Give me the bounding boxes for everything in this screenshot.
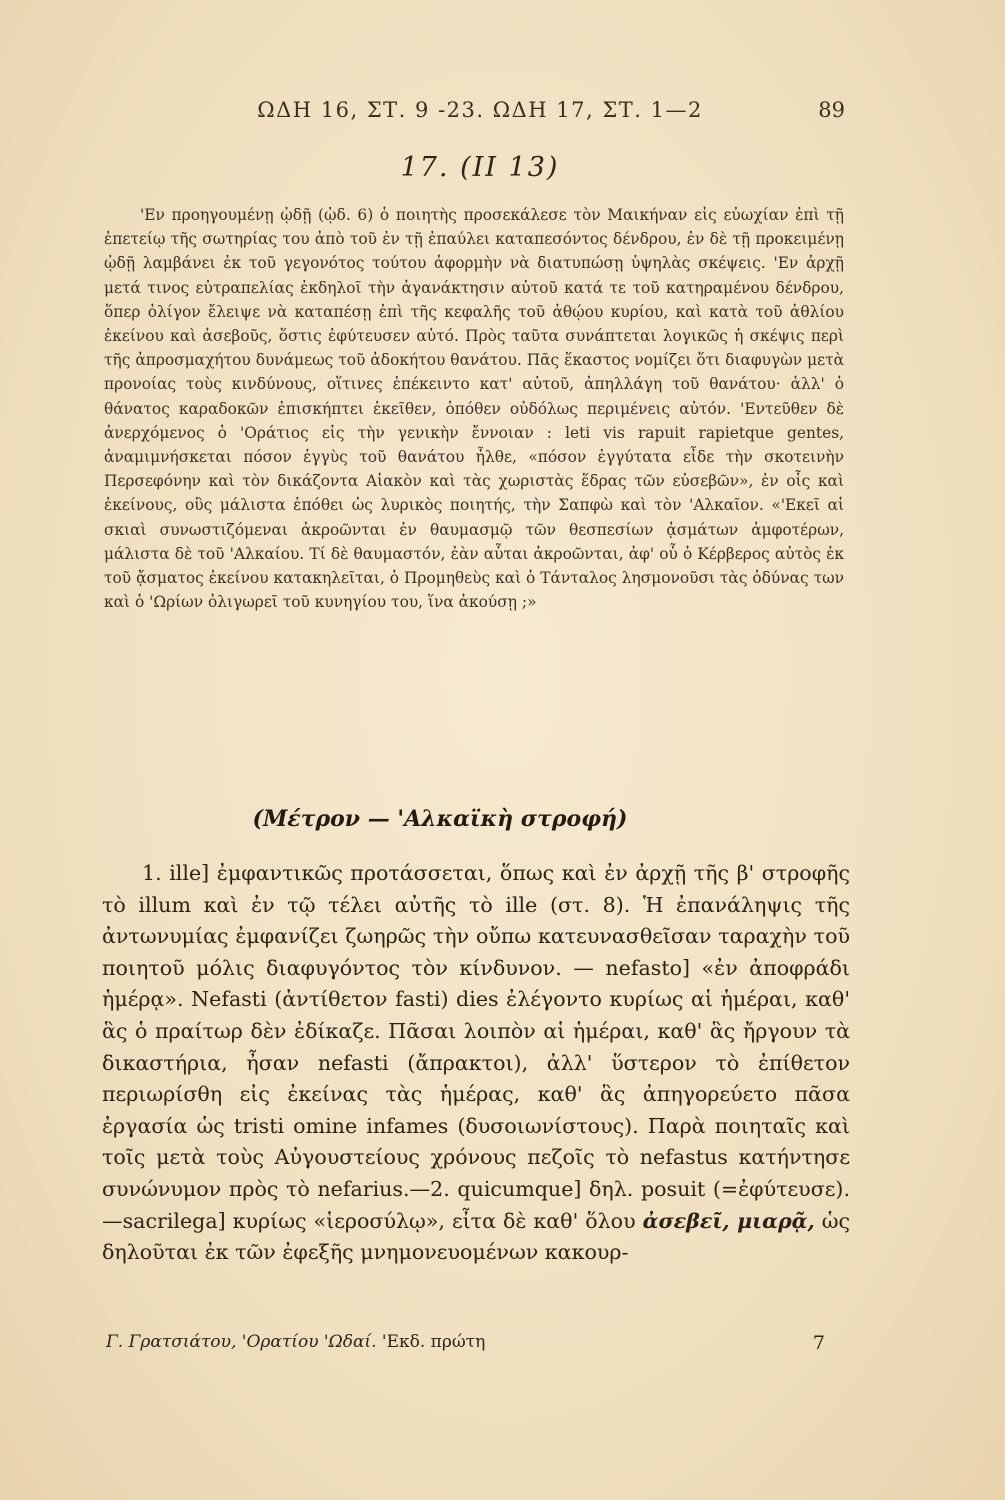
section-title: 17. (II 13)	[400, 152, 560, 183]
footer-book-title	[106, 1332, 485, 1352]
signature-mark: 7	[812, 1332, 825, 1354]
footer-book: Γ. Γρατσιάτου, 'Ορατίου 'Ωδαί.	[106, 1332, 377, 1352]
running-head: ΩΔΗ 16, ΣΤ. 9 -23. ΩΔΗ 17, ΣΤ. 1—2	[257, 98, 703, 122]
commentary-text: 1. ille] ἐμφαντικῶς προτάσσεται, ὅπως καὶ ἐν ἀρχῇ τῆς β' στροφῆς τὸ illum καὶ ἐν τῷ τέλει αὐτῆς τὸ ille (στ. 8). Ἡ ἐπανάληψις τῆς ἀντωνυμίας ἐμφανίζει ζωηρῶς τὴν οὔπω κατευνασθεῖσαν ταραχὴν τοῦ ποιητοῦ μόλις διαφυγόντος τὸν κίνδυνον. — nefasto] «ἐν ἀποφράδι ἡμέρᾳ». Nefasti (ἀντίθετον fasti) dies ἐλέγοντο κυρίως αἱ ἡμέραι, καθ' ἃς ὁ πραίτωρ δὲν ἐδίκαζε. Πᾶσαι λοιπὸν αἱ ἡμέραι, καθ' ἃς ἤργουν τὰ δικαστήρια, ἦσαν nefasti (ἄπρακτοι), ἀλλ' ὕστερον τὸ ἐπίθετον περιωρίσθη εἰς ἐκείνας τὰς ἡμέρας, καθ' ἃς ἀπηγορεύετο πᾶσα ἐργασία ὡς tristi omine infames (δυσοιωνίστους). Παρὰ ποιηταῖς καὶ τοῖς μετὰ τοὺς Αὐγουστείους χρόνους πεζοῖς τὸ nefastus κατήντησε συνώνυμον πρὸς τὸ nefarius.—2. quicumque] δηλ. posuit (=ἐφύτευσε).—sacrilega] κυρίως «ἱεροσύλῳ», εἶτα δὲ καθ' ὅλου	[102, 861, 850, 1233]
footer-edition: 'Εκδ. πρώτη	[381, 1332, 486, 1352]
intro-text: 'Εν προηγουμένῃ ᾠδῇ (ᾠδ. 6) ὁ ποιητὴς προσεκάλεσε τὸν Μαικήναν εἰς εὐωχίαν ἐπὶ τῇ ἐπετείῳ τῆς σωτηρίας του ἀπὸ τοῦ ἐν τῇ ἐπαύλει καταπεσόντος δένδρου, ἐν δὲ τῇ προκειμένῃ ᾠδῇ λαμβάνει ἐκ τοῦ γεγονότος τούτου ἀφορμὴν νὰ διατυπώσῃ ὑψηλὰς σκέψεις. 'Εν ἀρχῇ μετά τινος εὐτραπελίας ἐκδηλοῖ τὴν ἀγανάκτησιν αὐτοῦ κατά τε τοῦ κατηραμένου δένδρου, ὅπερ ὀλίγον ἔλειψε νὰ καταπέσῃ ἐπὶ τῆς κεφαλῆς τοῦ ἀθῴου κυρίου, καὶ κατὰ τοῦ ἀθλίου ἐκείνου καὶ ἀσεβοῦς, ὅστις ἐφύτευσεν αὐτό. Πρὸς ταῦτα συνάπτεται λογικῶς ἡ σκέψις περὶ τῆς ἀπροσμαχήτου δυνάμεως τοῦ ἀδοκήτου θανάτου. Πᾶς ἕκαστος νομίζει ὅτι διαφυγὼν μετὰ προνοίας τοὺς κινδύνους, οἵτινες ἐπέκειντο κατ' αὐτοῦ, ἀπηλλάγη τοῦ θανάτου· ἀλλ' ὁ θάνατος καραδοκῶν ἐπισκήπτει ἐκεῖθεν, ὁπόθεν οὐδόλως περιμένεις αὐτόν. 'Εντεῦθεν δὲ ἀνερχόμενος ὁ 'Οράτιος εἰς τὴν γενικὴν ἔννοιαν : leti vis rapuit rapietque gentes, ἀναμιμνήσκεται πόσον ἐγγὺς τοῦ θανάτου ἦλθε, «πόσον ἐγγύτατα εἶδε τὴν σκοτεινὴν Περσεφόνην καὶ τὸν δικάζοντα Αἰακὸν καὶ τὰς χωριστὰς ἕδρας τῶν εὐσεβῶν», ἐν οἷς καὶ ἐκείνους, οὓς μάλιστα ἐπόθει ὡς λυρικὸς ποιητής, τὴν Σαπφὼ καὶ τὸν 'Αλκαῖον. «'Εκεῖ αἱ σκιαὶ συνωστιζόμεναι ἀκροῶνται ἐν θαυμασμῷ τῶν θεσπεσίων ᾀσμάτων ἀμφοτέρων, μάλιστα δὲ τοῦ 'Αλκαίου. Τί δὲ θαυμαστόν, ἐὰν αὗται ἀκροῶνται, ἀφ' οὗ ὁ Κέρβερος αὐτὸς ἐκ τοῦ ᾄσματος ἐκείνου κατακηλεῖται, ὁ Προμηθεὺς καὶ ὁ Τάνταλος λησμονοῦσι τὰς ὀδύνας των καὶ ὁ 'Ωρίων ὀλιγωρεῖ τοῦ κυνηγίου του, ἵνα ἀκούσῃ ;»	[104, 206, 844, 612]
page-number: 89	[818, 98, 845, 122]
commentary-emphasis: ἀσεβεῖ, μιαρᾷ,	[642, 1208, 815, 1233]
introduction-paragraph	[104, 203, 844, 614]
commentary-tail: ὡς δηλοῦται ἐκ τῶν ἐφεξῆς μνημονευομένων κακουρ-	[102, 1208, 851, 1265]
meter-heading: (Μέτρον — 'Αλκαϊκὴ στροφή)	[252, 806, 628, 832]
commentary-paragraph	[102, 858, 850, 1269]
commentary-body	[102, 858, 850, 1269]
